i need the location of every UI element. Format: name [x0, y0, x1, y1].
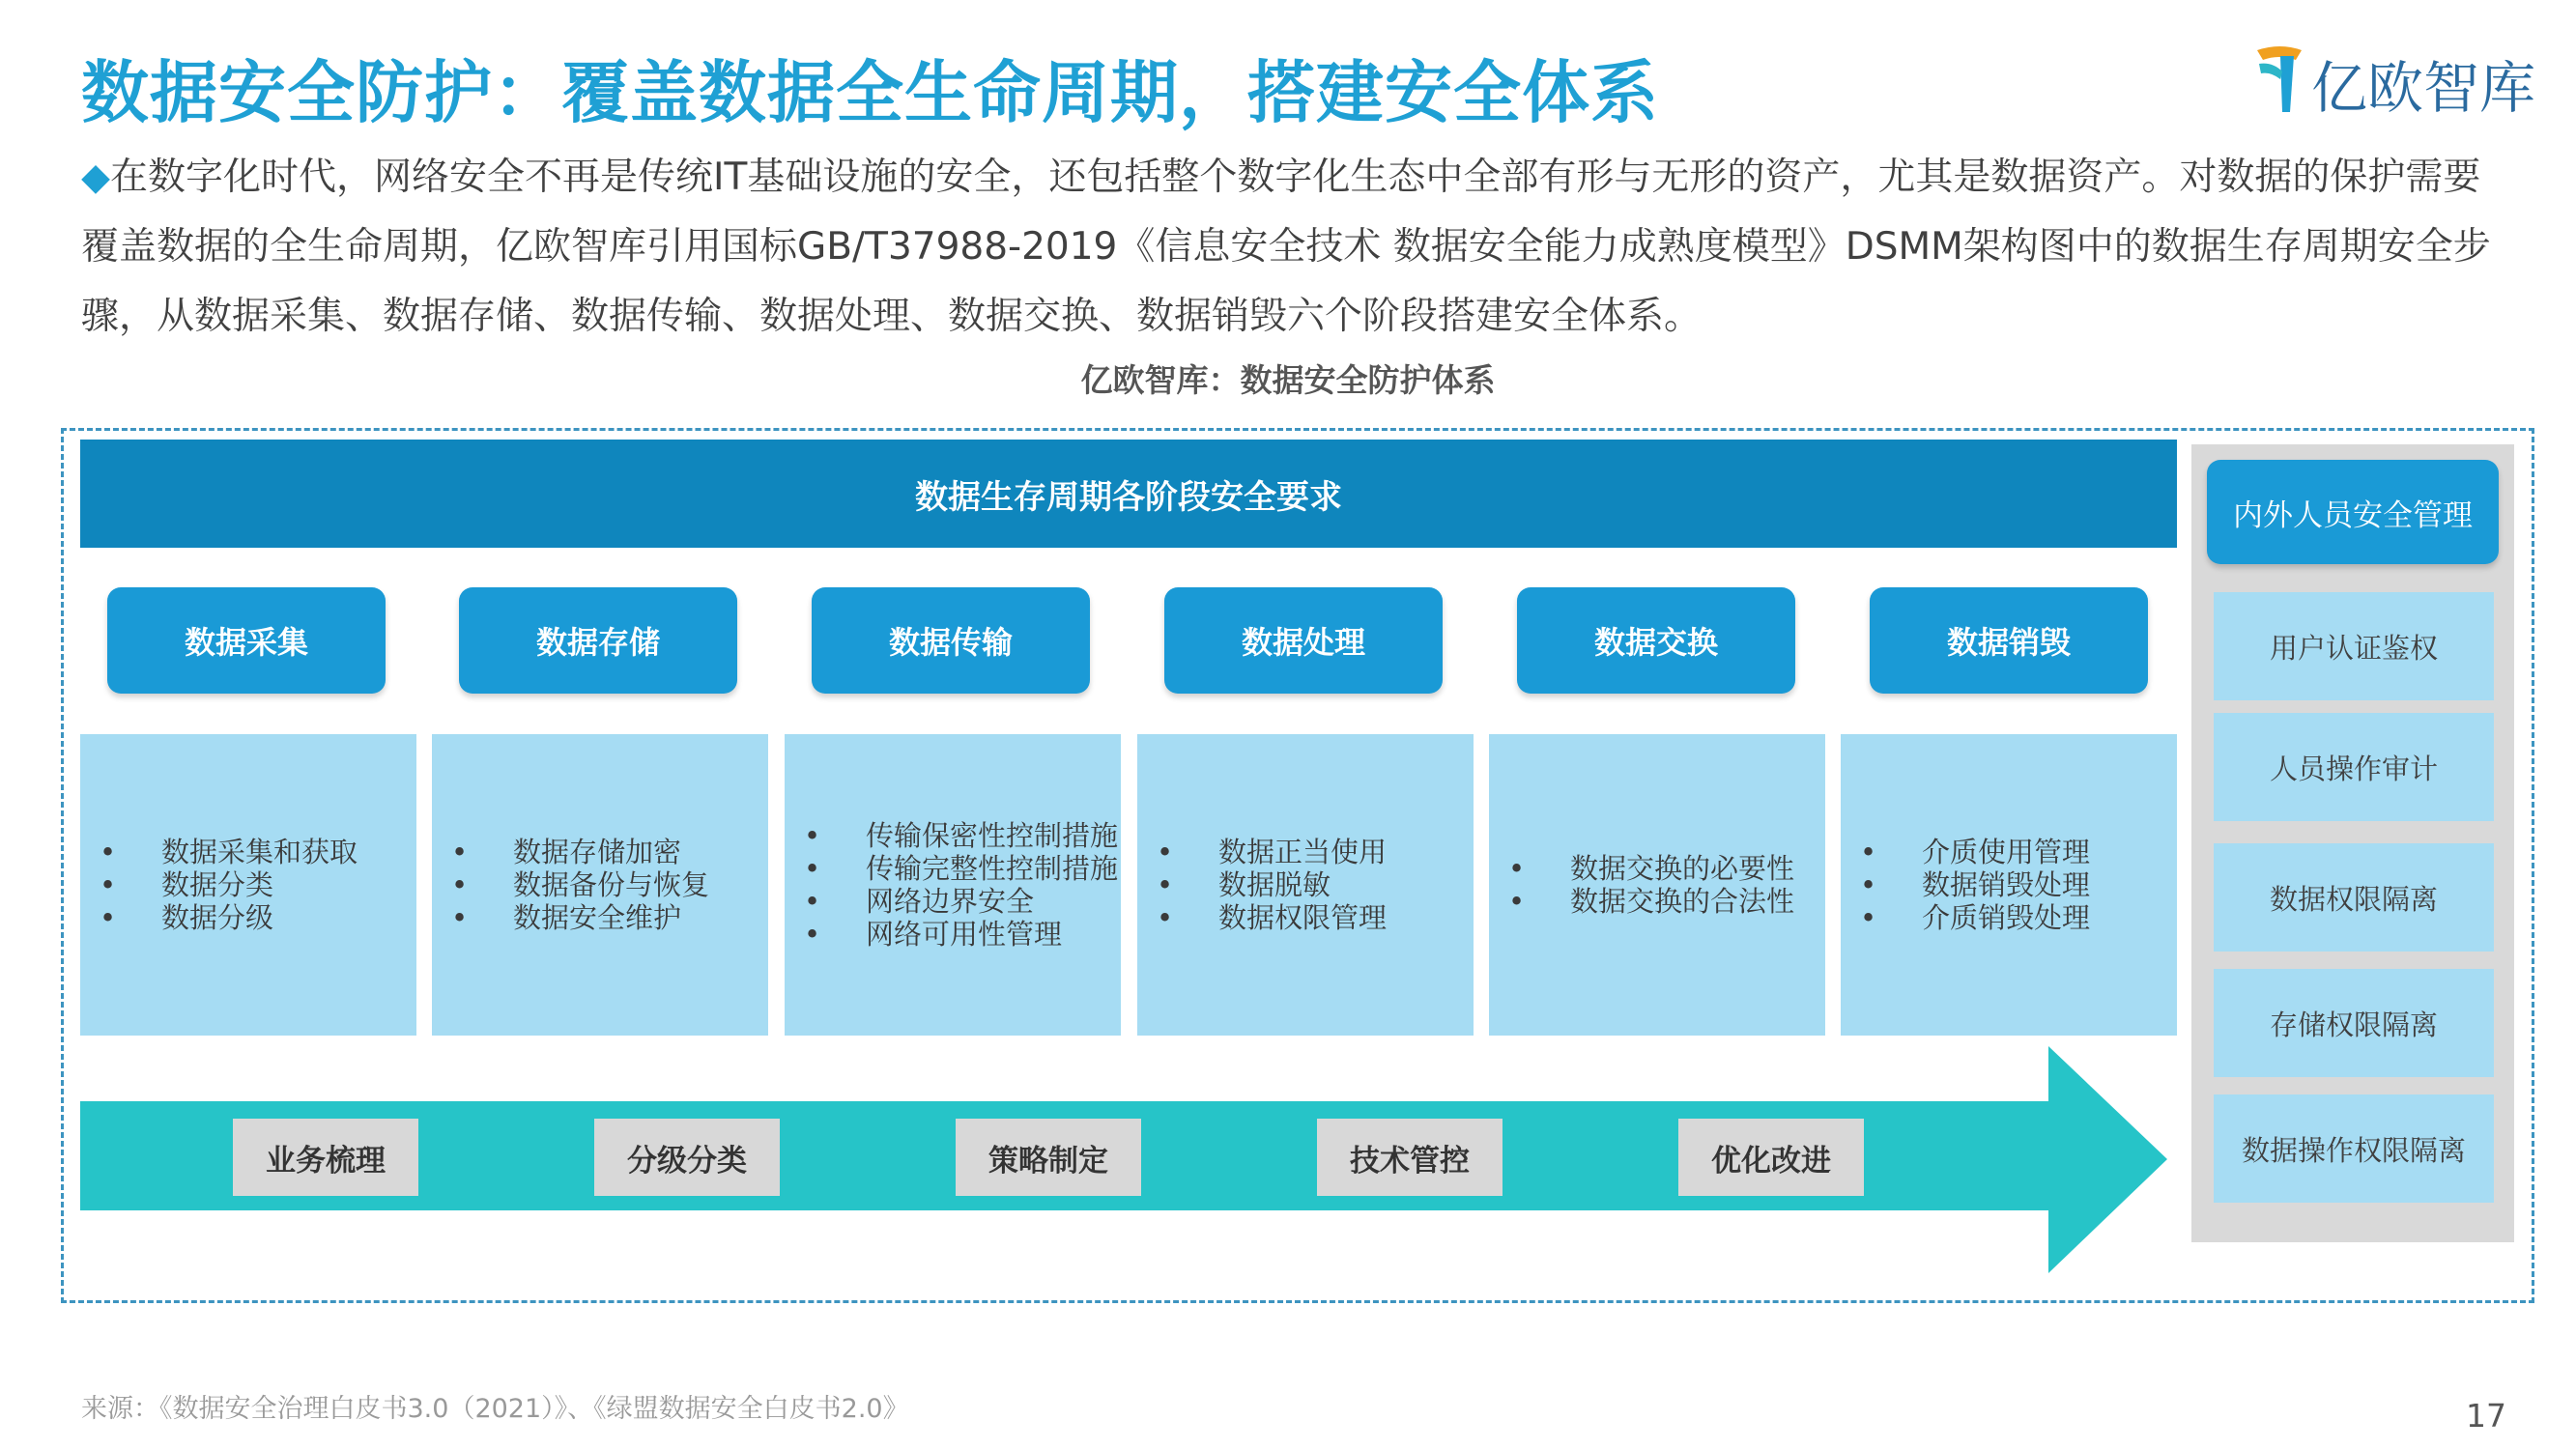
requirements-destruction	[1841, 734, 2177, 1036]
list-item: • 数据采集和获取	[100, 836, 358, 868]
stage-processing: 数据处理	[1164, 587, 1443, 694]
list-item: • 数据交换的必要性	[1508, 852, 1795, 885]
list-item: • 网络边界安全	[804, 885, 1035, 918]
list-item: • 传输完整性控制措施	[804, 852, 1119, 885]
lifecycle-requirements-bar: 数据生存周期各阶段安全要求	[80, 440, 2177, 548]
diamond-bullet-icon: ◆	[81, 156, 110, 199]
side-item-operation-isolation: 数据操作权限隔离	[2214, 1094, 2494, 1203]
requirements-processing	[1137, 734, 1474, 1036]
requirements-transfer	[785, 734, 1121, 1036]
diagram-title: 亿欧智库：数据安全防护体系	[1080, 361, 1496, 399]
page-number: 17	[2466, 1397, 2506, 1435]
list-item: • 数据脱敏	[1157, 868, 1331, 901]
requirements-list	[451, 836, 709, 934]
step-tech-control: 技术管控	[1317, 1119, 1503, 1196]
stage-collect: 数据采集	[107, 587, 386, 694]
list-item: • 介质使用管理	[1860, 836, 2091, 868]
intro-paragraph	[81, 143, 2516, 352]
requirements-collect	[80, 734, 416, 1036]
list-item: • 数据销毁处理	[1860, 868, 2091, 901]
source-note: 来源：《数据安全治理白皮书3.0（2021）》、《绿盟数据安全白皮书2.0》	[81, 1394, 909, 1424]
step-optimization: 优化改进	[1678, 1119, 1864, 1196]
list-item: • 数据权限管理	[1157, 901, 1388, 934]
step-classification: 分级分类	[594, 1119, 780, 1196]
logo-text: 亿欧智库	[2311, 55, 2536, 121]
step-business-review: 业务梳理	[233, 1119, 418, 1196]
side-item-storage-isolation: 存储权限隔离	[2214, 969, 2494, 1077]
personnel-header: 内外人员安全管理	[2207, 460, 2499, 564]
page-title: 数据安全防护：覆盖数据全生命周期，搭建安全体系	[81, 53, 1659, 132]
side-item-audit: 人员操作审计	[2214, 713, 2494, 821]
side-item-data-isolation: 数据权限隔离	[2214, 843, 2494, 952]
list-item: • 网络可用性管理	[804, 918, 1063, 951]
intro-text: 在数字化时代，网络安全不再是传统IT基础设施的安全，还包括整个数字化生态中全部有形与无形的资产，尤其是数据资产。对数据的保护需要覆盖数据的全生命周期，亿欧智库引用国标GB/T37988-2019《信息安全技术 数据安全能力成熟度模型》DSMM架构图中的数据生存周期安全步骤，从数据采集、数据存储、数据传输、数据处理、数据交换、数据销毁六个阶段搭建安全体系。	[81, 156, 2491, 338]
list-item: • 数据分级	[100, 901, 274, 934]
requirements-exchange	[1489, 734, 1825, 1036]
list-item: • 数据安全维护	[451, 901, 682, 934]
list-item: • 数据交换的合法性	[1508, 885, 1795, 918]
side-item-auth: 用户认证鉴权	[2214, 592, 2494, 700]
requirements-storage	[432, 734, 768, 1036]
list-item: • 介质销毁处理	[1860, 901, 2091, 934]
requirements-list	[1157, 836, 1387, 934]
list-item: • 数据备份与恢复	[451, 868, 710, 901]
step-policy: 策略制定	[956, 1119, 1141, 1196]
requirements-list	[1508, 852, 1794, 918]
stage-destruction: 数据销毁	[1870, 587, 2148, 694]
list-item: • 数据存储加密	[451, 836, 682, 868]
list-item: • 传输保密性控制措施	[804, 819, 1119, 852]
stage-exchange: 数据交换	[1517, 587, 1795, 694]
stage-storage: 数据存储	[459, 587, 737, 694]
stage-transfer: 数据传输	[812, 587, 1090, 694]
list-item: • 数据分类	[100, 868, 274, 901]
requirements-list	[804, 819, 1118, 951]
list-item: • 数据正当使用	[1157, 836, 1388, 868]
requirements-list	[100, 836, 358, 934]
requirements-list	[1860, 836, 2090, 934]
